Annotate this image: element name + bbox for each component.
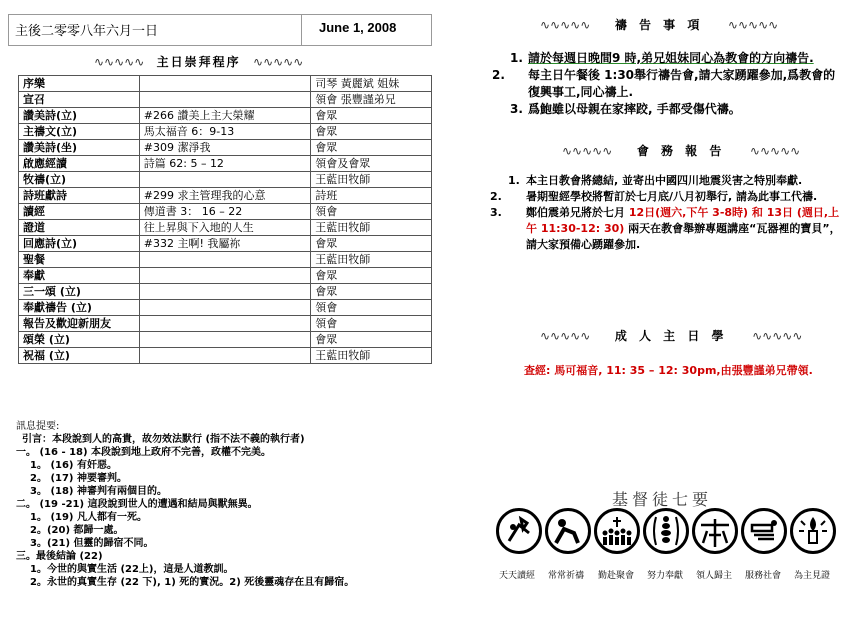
service-icon <box>741 508 787 554</box>
program-row <box>19 300 432 316</box>
ornament-right: ∿∿∿∿∿ <box>749 144 801 158</box>
program-item: 頌榮 (立) <box>19 332 140 348</box>
program-person: 王藍田牧師 <box>311 348 432 364</box>
program-title-line <box>94 53 303 70</box>
program-row <box>19 124 432 140</box>
seven-label: 常常祈禱 <box>548 571 585 581</box>
ornament-right: ∿∿∿∿∿ <box>727 18 779 32</box>
program-item: 證道 <box>19 220 140 236</box>
program-item: 牧禱(立) <box>19 172 140 188</box>
program-row <box>19 204 432 220</box>
program-item: 詩班獻詩 <box>19 188 140 204</box>
evangelism-icon <box>692 508 738 554</box>
program-row <box>19 252 432 268</box>
program-item: 主禱文(立) <box>19 124 140 140</box>
program-person: 會眾 <box>311 108 432 124</box>
witness-icon <box>790 508 836 554</box>
program-item: 序樂 <box>19 76 140 92</box>
message-line: 1。今世的與實生活 (22上)，這是人道教訓。 <box>30 564 234 575</box>
reading-icon <box>496 508 542 554</box>
program-content: #332 主啊! 我屬祢 <box>139 236 310 252</box>
program-person: 會眾 <box>311 332 432 348</box>
seven-label: 努力奉獻 <box>647 571 684 581</box>
program-content: #299 求主管理我的心意 <box>139 188 310 204</box>
program-content <box>139 348 310 364</box>
program-content: 往上昇與下入地的人生 <box>139 220 310 236</box>
prayer-title-line <box>540 16 778 33</box>
program-person: 領會 <box>311 316 432 332</box>
program-row <box>19 268 432 284</box>
program-content: #309 潔淨我 <box>139 140 310 156</box>
chinese-date: 主後二零零八年六月一日 <box>15 24 159 39</box>
ornament-left: ∿∿∿∿∿ <box>94 55 145 69</box>
program-row <box>19 220 432 236</box>
program-person: 會眾 <box>311 236 432 252</box>
program-title: 主日崇拜程序 <box>156 55 241 69</box>
seven-label: 領人歸主 <box>696 571 733 581</box>
header-box <box>8 14 432 46</box>
program-content <box>139 92 310 108</box>
header-divider <box>301 15 302 46</box>
affairs-item: 3. 鄭伯震弟兄將於七月 12日(週六,下午 3-8時) 和 13日 (週日,上午 11:30-12: 30) 兩天在教會舉辦專題講座“瓦器裡的寶貝”，請大家預備心踴躍參加. <box>490 206 841 251</box>
prayer-item: 3. 爲鮑雖以母親在家摔跤, 手都受傷代禱。 <box>510 102 741 116</box>
message-line: 三。最後結論 (22) <box>16 551 103 562</box>
program-row <box>19 316 432 332</box>
program-row <box>19 92 432 108</box>
program-content <box>139 76 310 92</box>
affairs-title: 會 務 報 告 <box>636 144 726 158</box>
seven-label: 勤赴聚會 <box>598 571 635 581</box>
program-row <box>19 236 432 252</box>
program-item: 讚美詩(立) <box>19 108 140 124</box>
program-row <box>19 284 432 300</box>
program-row <box>19 108 432 124</box>
seven-icons <box>496 508 840 568</box>
program-row <box>19 188 432 204</box>
message-line: 2。(20) 都歸一處。 <box>30 525 124 536</box>
message-line: 引言：本段說到人的高貴，故勿效法默行 (指不法不義的執行者) <box>22 434 305 445</box>
program-item: 聖餐 <box>19 252 140 268</box>
gathering-icon <box>594 508 640 554</box>
ornament-right: ∿∿∿∿∿ <box>253 55 304 69</box>
offering-icon <box>643 508 689 554</box>
affairs-title-line <box>562 142 800 159</box>
program-person: 領會 <box>311 300 432 316</box>
program-person: 領會及會眾 <box>311 156 432 172</box>
message-line: 1。 (19) 凡人都有一死。 <box>30 512 147 523</box>
affairs-list <box>490 173 842 253</box>
message-line: 3。 (18) 神審判有兩個目的。 <box>30 486 167 497</box>
program-content <box>139 268 310 284</box>
program-content <box>139 252 310 268</box>
prayer-title: 禱 告 事 項 <box>614 18 704 32</box>
program-item: 三一頌 (立) <box>19 284 140 300</box>
program-person: 會眾 <box>311 268 432 284</box>
program-person: 詩班 <box>311 188 432 204</box>
ornament-left: ∿∿∿∿∿ <box>540 18 591 32</box>
adult-school-text: 查經: 馬可福音, 11: 35 – 12: 30pm,由張豐謹弟兄帶領. <box>524 364 813 377</box>
ornament-right: ∿∿∿∿∿ <box>752 329 803 343</box>
program-person: 司琴 黃麗斌 姐妹 <box>311 76 432 92</box>
prayer-item: 1. 請於每週日晚間9 時,弟兄姐妹同心為教會的方向禱告. <box>510 51 814 65</box>
program-person: 領會 張豐謹弟兄 <box>311 92 432 108</box>
program-content: 傳道書 3： 16 – 22 <box>139 204 310 220</box>
program-content <box>139 316 310 332</box>
seven-label: 服務社會 <box>745 571 782 581</box>
prayer-item: 2. 每主日午餐後 1:30舉行禱告會,請大家踴躍參加,爲教會的復興事工,同心禱上. <box>492 68 836 99</box>
program-item: 宣召 <box>19 92 140 108</box>
program-content <box>139 172 310 188</box>
program-item: 奉獻 <box>19 268 140 284</box>
program-row <box>19 332 432 348</box>
seven-title: 基督徒七要 <box>612 490 713 509</box>
seven-label: 天天讀經 <box>499 571 536 581</box>
program-item: 讀經 <box>19 204 140 220</box>
program-person: 會眾 <box>311 140 432 156</box>
program-item: 回應詩(立) <box>19 236 140 252</box>
english-date: June 1, 2008 <box>319 20 397 35</box>
message-line: 一。 (16 - 18) 本段說到地上政府不完善，政權不完美。 <box>16 447 272 458</box>
program-row <box>19 140 432 156</box>
affairs-item: 2. 暑期聖經學校將暫訂於七月底/八月初舉行, 請為此事工代禱. <box>490 190 818 203</box>
ornament-left: ∿∿∿∿∿ <box>540 329 591 343</box>
program-table <box>18 75 432 364</box>
program-row <box>19 348 432 364</box>
program-content <box>139 332 310 348</box>
program-item: 祝福 (立) <box>19 348 140 364</box>
program-content <box>139 300 310 316</box>
program-content: 馬太福音 6：9-13 <box>139 124 310 140</box>
program-item: 讚美詩(坐) <box>19 140 140 156</box>
program-person: 領會 <box>311 204 432 220</box>
seven-label: 為主見證 <box>794 571 831 581</box>
program-person: 會眾 <box>311 124 432 140</box>
message-label: 訊息提要: <box>16 421 60 432</box>
prayer-list <box>492 50 840 118</box>
program-content <box>139 284 310 300</box>
message-line: 1。 (16) 有奸惡。 <box>30 460 117 471</box>
program-content: 詩篇 62: 5 – 12 <box>139 156 310 172</box>
program-item: 奉獻禱告 (立) <box>19 300 140 316</box>
affairs-item: 1. 本主日教會將總結, 並寄出中國四川地震災害之特別奉獻. <box>508 174 803 187</box>
message-line: 2。 (17) 神要審判。 <box>30 473 127 484</box>
program-row <box>19 172 432 188</box>
program-row <box>19 76 432 92</box>
adult-school-title: 成 人 主 日 學 <box>614 329 728 343</box>
message-line: 二。 (19 -21) 這段說到世人的遭遇和結局與獸無異。 <box>16 499 258 510</box>
program-item: 啟應經讀 <box>19 156 140 172</box>
program-person: 王藍田牧師 <box>311 220 432 236</box>
message-outline <box>16 420 436 589</box>
program-row <box>19 156 432 172</box>
program-person: 王藍田牧師 <box>311 172 432 188</box>
program-content: #266 讚美上主大榮耀 <box>139 108 310 124</box>
message-line: 3。(21) 但靈的歸宿不同。 <box>30 538 154 549</box>
program-person: 會眾 <box>311 284 432 300</box>
praying-icon <box>545 508 591 554</box>
program-item: 報告及歡迎新朋友 <box>19 316 140 332</box>
program-person: 王藍田牧師 <box>311 252 432 268</box>
message-line: 2。永世的真實生存 (22 下), 1) 死的實況。2) 死後靈魂存在且有歸宿。 <box>30 577 355 588</box>
ornament-left: ∿∿∿∿∿ <box>562 144 613 158</box>
adult-school-title-line <box>540 327 802 344</box>
